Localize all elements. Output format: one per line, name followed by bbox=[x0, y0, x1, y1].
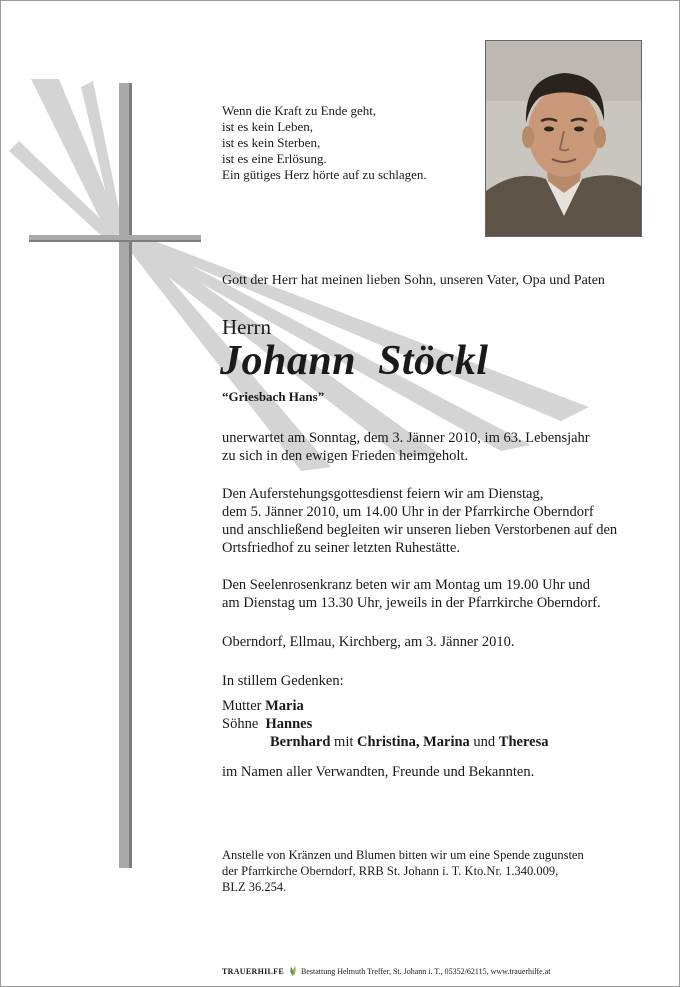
place-date: Oberndorf, Ellmau, Kirchberg, am 3. Jänner 2010. bbox=[222, 634, 515, 650]
poem bbox=[222, 103, 427, 183]
sons-label: Söhne bbox=[222, 716, 259, 732]
family-row-mother bbox=[222, 697, 548, 715]
funeral-line: dem 5. Jänner 2010, um 14.00 Uhr in der Pfarrkirche Oberndorf bbox=[222, 504, 594, 520]
rosary-info bbox=[222, 576, 601, 612]
family-row-son2 bbox=[222, 733, 548, 751]
funeral-line: Den Auferstehungsgottesdienst feiern wir am Dienstag, bbox=[222, 486, 544, 502]
poem-line: ist es eine Erlösung. bbox=[222, 151, 327, 166]
family-row-sons bbox=[222, 715, 548, 733]
poem-line: Wenn die Kraft zu Ende geht, bbox=[222, 103, 377, 118]
death-notice-line: unerwartet am Sonntag, dem 3. Jänner 2010, im 63. Lebensjahr bbox=[222, 430, 590, 446]
footer-brand: TRAUERHILFE bbox=[222, 966, 284, 976]
remembrance-heading: In stillem Gedenken: bbox=[222, 673, 344, 689]
funeral-line: und anschließend begleiten wir unseren lieben Verstorbenen auf den bbox=[222, 522, 618, 538]
donation-line: Anstelle von Kränzen und Blumen bitten wir um eine Spende zugunsten bbox=[222, 848, 584, 862]
grandchildren-names: Christina, Marina bbox=[357, 734, 470, 750]
nickname: “Griesbach Hans” bbox=[222, 389, 325, 404]
funeral-info bbox=[222, 485, 617, 557]
rosary-line: Den Seelenrosenkranz beten wir am Montag um 19.00 Uhr und bbox=[222, 577, 591, 593]
donation-line: BLZ 36.254. bbox=[222, 880, 287, 894]
footer bbox=[222, 965, 550, 977]
poem-line: ist es kein Leben, bbox=[222, 119, 313, 134]
relatives-line: im Namen aller Verwandten, Freunde und Bekannten. bbox=[222, 764, 535, 780]
donation-note bbox=[222, 847, 584, 895]
intro-text: Gott der Herr hat meinen lieben Sohn, unseren Vater, Opa und Paten bbox=[222, 273, 605, 288]
and-word: und bbox=[473, 734, 496, 750]
son-name: Hannes bbox=[265, 716, 313, 732]
death-notice bbox=[222, 429, 590, 465]
poem-line: Ein gütiges Herz hörte auf zu schlagen. bbox=[222, 167, 427, 182]
grandchild-name: Theresa bbox=[498, 734, 549, 750]
footer-text: Bestattung Helmuth Treffer, St. Johann i. T., 05352/62115, www.trauerhilfe.at bbox=[300, 966, 551, 976]
honorific: Herrn bbox=[222, 315, 271, 339]
deceased-name: Johann Stöckl bbox=[220, 338, 489, 384]
son-name: Bernhard bbox=[270, 734, 331, 750]
rosary-line: am Dienstag um 13.30 Uhr, jeweils in der Pfarrkirche Oberndorf. bbox=[222, 595, 601, 611]
family-list bbox=[222, 697, 548, 751]
donation-line: der Pfarrkirche Oberndorf, RRB St. Johann i. T. Kto.Nr. 1.340.009, bbox=[222, 864, 559, 878]
funeral-line: Ortsfriedhof zu seiner letzten Ruhestätte. bbox=[222, 540, 460, 556]
poem-line: ist es kein Sterben, bbox=[222, 135, 321, 150]
leaf-icon bbox=[288, 965, 298, 977]
portrait-photo bbox=[485, 40, 642, 237]
with-word: mit bbox=[334, 734, 354, 750]
death-notice-line: zu sich in den ewigen Frieden heimgeholt. bbox=[222, 448, 469, 464]
mother-label: Mutter bbox=[222, 698, 262, 714]
mother-name: Maria bbox=[265, 698, 304, 714]
